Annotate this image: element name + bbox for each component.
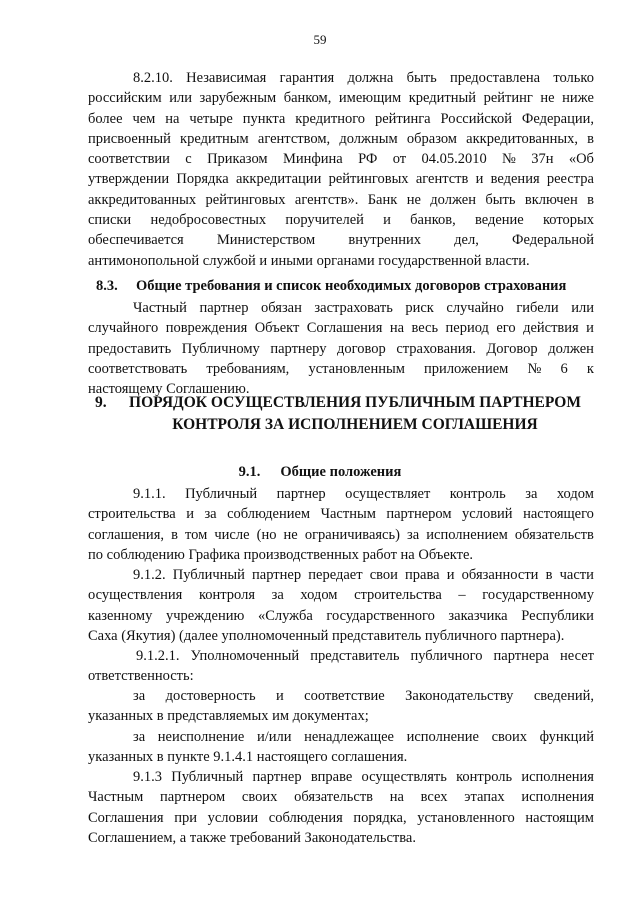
word: внутренних: [348, 232, 421, 249]
paragraph-9-1-3: [88, 767, 594, 848]
word: контроль: [456, 769, 513, 785]
word: публичного: [410, 648, 483, 664]
text-line: [88, 129, 594, 149]
word: 8.2.10.: [133, 70, 173, 86]
text-line: [88, 339, 594, 359]
text-line: [88, 787, 594, 807]
word: партнер: [199, 300, 249, 316]
word: за: [407, 526, 420, 543]
text-line: [88, 68, 594, 88]
word: или: [169, 90, 192, 107]
text-line: антимонопольной службой и иными органами государственной власти.: [88, 252, 530, 269]
section-title: Общие требования и список необходимых договоров страхования: [136, 278, 567, 294]
word: Республики: [521, 607, 594, 624]
word: случайно: [446, 300, 504, 316]
text-line: [88, 149, 594, 169]
word: и: [586, 320, 594, 337]
page-number: 59: [313, 32, 327, 47]
word: исполнения: [521, 769, 594, 785]
word: случайного: [88, 320, 159, 337]
word: исполнением: [426, 526, 508, 543]
section-heading-8-3: [96, 276, 566, 296]
word: к: [586, 360, 594, 377]
word: поручителей: [285, 212, 364, 229]
word: этапах: [464, 789, 505, 806]
text-line: [88, 169, 594, 189]
paragraph-8-3: [88, 298, 594, 399]
word: и: [275, 688, 284, 704]
text-line: [88, 88, 594, 108]
word: весь: [411, 320, 439, 337]
text-line: [88, 230, 594, 250]
text-line: Саха (Якутия) (далее уполномоченный представитель публичного партнера).: [88, 627, 565, 644]
word: 9.1.2.1.: [136, 648, 180, 664]
word: условий: [462, 506, 513, 523]
text-line: [88, 808, 594, 828]
word: за: [525, 486, 538, 502]
word: соответствие: [304, 688, 385, 704]
word: соглашения,: [88, 526, 164, 543]
word: рейтинговых: [205, 191, 286, 208]
section-title: Общие положения: [280, 464, 402, 480]
word: не: [283, 526, 298, 543]
text-line: [88, 727, 594, 747]
word: банков,: [410, 212, 456, 229]
word: за: [133, 729, 146, 745]
word: на: [389, 789, 404, 806]
word: 9.1.2.: [133, 567, 166, 583]
word: казенному: [88, 607, 153, 624]
word: агентств: [415, 171, 469, 188]
text-line: настоящему Соглашению.: [88, 381, 250, 398]
word: и: [186, 506, 194, 523]
word: в: [171, 526, 178, 543]
word: быть: [406, 70, 437, 86]
word: неисполнение: [157, 729, 245, 745]
word: дел,: [454, 232, 479, 249]
word: Федерации,: [521, 110, 594, 127]
word: строительства: [354, 587, 442, 604]
text-line: [88, 525, 594, 545]
text-line: [88, 504, 594, 524]
text-line: [88, 318, 594, 338]
word: ведение: [474, 212, 524, 229]
word: обязательств: [514, 526, 594, 543]
word: аккредитованных,: [466, 130, 578, 147]
word: числе: [214, 526, 250, 543]
text-line: [88, 606, 594, 626]
word: Приказом: [207, 151, 268, 168]
word: агентств».: [294, 191, 359, 208]
word: повреждения: [165, 320, 248, 337]
word: Минфина: [282, 151, 343, 168]
word: Частным: [88, 789, 144, 806]
word: вправе: [310, 769, 353, 785]
word: Министерством: [216, 232, 316, 249]
word: соответствии: [88, 151, 170, 168]
word: 9.1.1.: [133, 486, 166, 502]
text-line: ответственность:: [88, 668, 194, 685]
text-line: [88, 359, 594, 379]
word: осуществляет: [345, 486, 431, 502]
word: соблюдения: [268, 809, 343, 826]
word: –: [458, 587, 466, 604]
word: Соглашения: [306, 320, 383, 337]
word: партнером: [160, 789, 226, 806]
word: недобросовестных: [150, 212, 267, 229]
text-line: указанных в представляемых им документах;: [88, 708, 369, 725]
word: реестра: [546, 171, 594, 188]
word: части: [559, 567, 594, 583]
word: ведения: [490, 171, 540, 188]
word: РФ: [358, 151, 378, 168]
word: действия: [523, 320, 579, 337]
word: обязательств: [294, 789, 374, 806]
word: Объект: [254, 320, 300, 337]
word: соблюдением: [227, 506, 311, 523]
paragraph-9-1-2-1: [88, 646, 594, 687]
word: права: [405, 567, 440, 583]
word: кредитный: [408, 90, 477, 107]
word: достоверность: [165, 688, 256, 704]
section-title-line: ПОРЯДОК ОСУЩЕСТВЛЕНИЯ ПУБЛИЧНЫМ ПАРТНЕРОМ: [129, 394, 581, 411]
word: Порядка: [176, 171, 229, 188]
word: застраховать: [314, 300, 393, 316]
word: партнер: [252, 567, 302, 583]
word: четыре: [189, 110, 233, 127]
section-number: 9.: [95, 394, 107, 411]
word: Соглашения: [88, 809, 164, 826]
text-line: [88, 298, 594, 318]
word: рейтинговых: [328, 171, 409, 188]
text-line: по соблюдению Графика производственных работ на Объекте.: [88, 546, 474, 563]
word: Публичный: [172, 567, 245, 583]
paragraph-9-1-2: [88, 565, 594, 646]
word: зарубежным: [199, 90, 277, 107]
word: №: [502, 151, 516, 168]
word: должен: [548, 340, 594, 357]
word: страхования.: [396, 340, 476, 357]
word: порядка,: [353, 809, 407, 826]
word: обязанности: [461, 567, 539, 583]
word: списки: [88, 212, 132, 229]
text-line: [88, 190, 594, 210]
word: партнером: [386, 506, 452, 523]
word: Публичному: [181, 340, 260, 357]
responsibility-item: [88, 727, 594, 768]
word: Федеральной: [512, 232, 594, 249]
word: с: [185, 151, 192, 168]
text-line: [88, 109, 594, 129]
word: «Служба: [257, 607, 313, 624]
word: риск: [405, 300, 434, 316]
word: Публичный: [171, 769, 244, 785]
word: передает: [308, 567, 363, 583]
word: в: [545, 567, 553, 583]
word: Публичный: [185, 486, 258, 502]
responsibility-item: [88, 686, 594, 727]
word: кредитным: [180, 130, 249, 147]
text-line: указанных в пункте 9.1.4.1 настоящего соглашения.: [88, 749, 408, 766]
section-title-line: КОНТРОЛЯ ЗА ИСПОЛНЕНИЕМ СОГЛАШЕНИЯ: [172, 416, 538, 433]
word: и: [383, 212, 391, 229]
word: более: [88, 110, 123, 127]
word: представитель: [310, 648, 400, 664]
word: на: [165, 110, 180, 127]
word: сведений,: [533, 688, 594, 704]
word: строительства: [88, 506, 176, 523]
paragraph-8-2-10: [88, 68, 594, 271]
word: чем: [132, 110, 156, 127]
word: образом: [406, 130, 457, 147]
word: российским: [88, 90, 162, 107]
word: за: [204, 506, 217, 523]
word: предоставлена: [449, 70, 541, 86]
word: учреждению: [165, 607, 245, 624]
word: период: [445, 320, 489, 337]
word: Уполномоченный: [190, 648, 300, 664]
word: обязан: [261, 300, 302, 316]
word: том: [185, 526, 208, 543]
word: установленным: [308, 360, 405, 377]
word: гарантия: [279, 70, 335, 86]
word: свои: [369, 567, 398, 583]
word: 04.05.2010: [421, 151, 487, 168]
word: за: [271, 587, 284, 604]
word: настоящим: [525, 809, 594, 826]
word: на: [389, 320, 405, 337]
section-heading-9-1: [0, 462, 640, 482]
word: функций: [539, 729, 594, 745]
word: должна: [347, 70, 394, 86]
word: установленного: [417, 809, 515, 826]
text-line: [88, 686, 594, 706]
word: пункта: [242, 110, 286, 127]
word: кредитного: [295, 110, 366, 127]
word: партнера: [493, 648, 549, 664]
word: требованиям,: [206, 360, 290, 377]
word: не: [540, 90, 555, 107]
word: включен: [524, 191, 578, 208]
word: в: [587, 191, 594, 208]
word: присвоенный: [88, 130, 171, 147]
word: и: [475, 171, 484, 188]
word: осуществления: [88, 587, 183, 604]
word: которых: [542, 212, 594, 229]
word: ходом: [300, 587, 338, 604]
word: или: [571, 300, 594, 316]
word: его: [496, 320, 516, 337]
word: имеющим: [338, 90, 402, 107]
paragraph-9-1-1: [88, 484, 594, 565]
word: «Об: [568, 151, 594, 168]
word: осуществлять: [361, 769, 447, 785]
word: контроля: [198, 587, 256, 604]
word: ниже: [562, 90, 594, 107]
word: партнер: [276, 486, 326, 502]
word: Законодательству: [405, 688, 514, 704]
word: и/или: [256, 729, 292, 745]
word: своих: [491, 729, 528, 745]
word: ограничиваясь): [304, 526, 400, 543]
word: 37н: [531, 151, 554, 168]
word: Российской: [440, 110, 512, 127]
word: контроль: [449, 486, 506, 502]
word: должен: [430, 191, 476, 208]
word: аккредитованных: [88, 191, 197, 208]
word: за: [133, 688, 146, 704]
text-line: [88, 646, 594, 666]
word: №: [527, 360, 542, 377]
text-line: [88, 565, 594, 585]
text-line: Соглашением, а также требований Законодательства.: [88, 829, 416, 846]
word: исполнения: [521, 789, 594, 806]
word: от: [392, 151, 407, 168]
word: ходом: [556, 486, 594, 502]
word: гибели: [516, 300, 559, 316]
word: соответствовать: [88, 360, 188, 377]
word: (но: [256, 526, 277, 543]
word: исполнение: [406, 729, 479, 745]
word: государственного: [326, 607, 435, 624]
word: государственному: [482, 587, 594, 604]
word: предоставить: [88, 340, 172, 357]
word: Независимая: [186, 70, 267, 86]
word: быть: [485, 191, 516, 208]
word: не: [406, 191, 421, 208]
text-line: [88, 210, 594, 230]
word: утверждении: [88, 171, 170, 188]
text-line: [88, 767, 594, 787]
word: обеспечивается: [88, 232, 184, 249]
word: рейтинг: [483, 90, 533, 107]
word: агентством,: [257, 130, 331, 147]
word: рейтинга: [374, 110, 431, 127]
word: договор: [337, 340, 386, 357]
word: 9.1.3: [133, 769, 162, 785]
word: Договор: [486, 340, 538, 357]
word: при: [174, 809, 197, 826]
word: настоящего: [523, 506, 594, 523]
word: банком,: [283, 90, 332, 107]
word: ненадлежащее: [304, 729, 394, 745]
text-line: [88, 484, 594, 504]
word: партнер: [252, 769, 302, 785]
section-number: 9.1.: [238, 464, 261, 480]
word: Частным: [320, 506, 376, 523]
word: только: [553, 70, 594, 86]
word: должным: [339, 130, 398, 147]
word: всех: [420, 789, 448, 806]
word: 6: [560, 360, 568, 377]
text-line: [88, 585, 594, 605]
word: аккредитации: [235, 171, 322, 188]
word: Банк: [367, 191, 398, 208]
word: заказчика: [448, 607, 508, 624]
section-number: 8.3.: [96, 278, 118, 294]
word: Частный: [133, 300, 187, 316]
word: своих: [241, 789, 278, 806]
word: в: [587, 130, 594, 147]
word: несет: [560, 648, 594, 664]
word: и: [446, 567, 455, 583]
word: партнеру: [270, 340, 327, 357]
word: приложением: [424, 360, 509, 377]
word: условии: [207, 809, 259, 826]
